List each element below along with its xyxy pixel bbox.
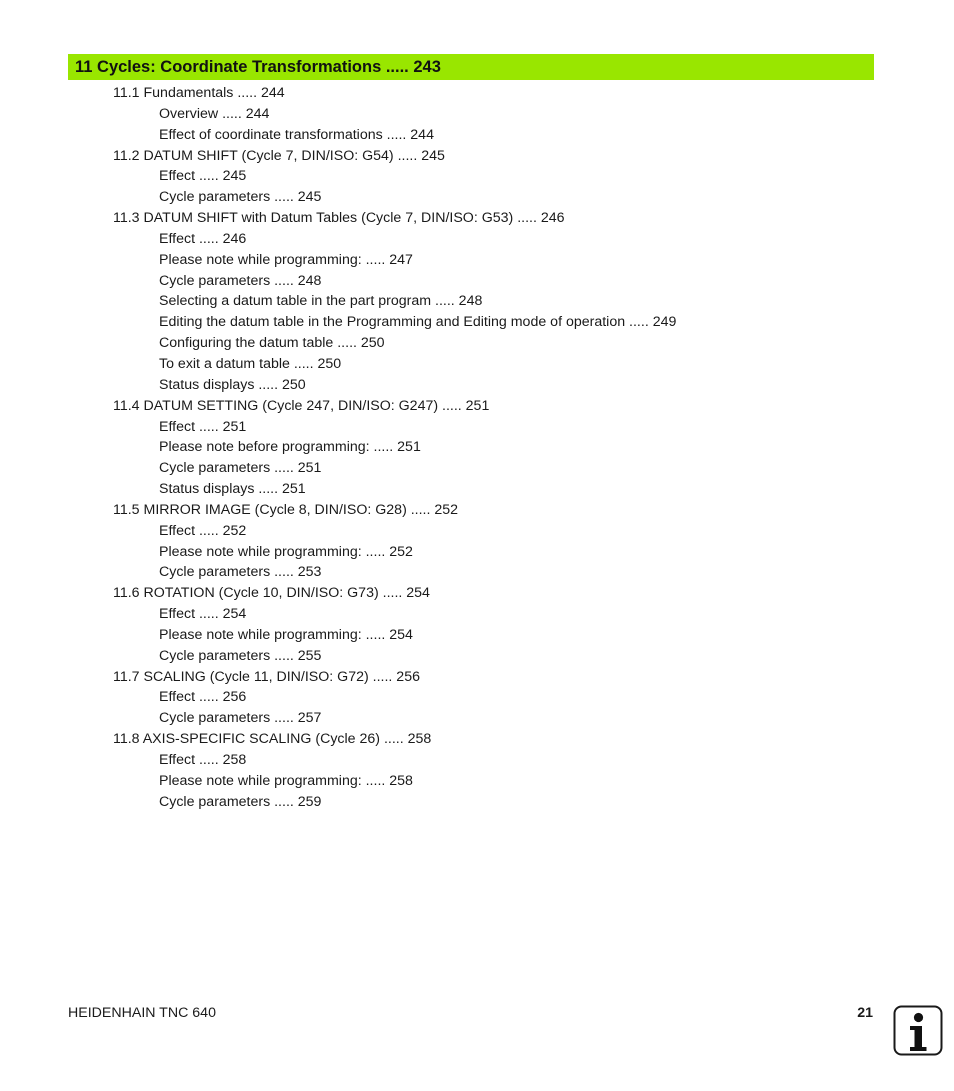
toc-subsection-entry[interactable]: Cycle parameters ..... 245 bbox=[159, 189, 322, 206]
toc-subsection-entry[interactable]: Effect ..... 246 bbox=[159, 230, 247, 247]
toc-section-entry[interactable]: 11.8 AXIS-SPECIFIC SCALING (Cycle 26) ..... 258 bbox=[113, 731, 432, 748]
toc-subsection-entry[interactable]: Cycle parameters ..... 255 bbox=[159, 647, 322, 664]
toc-section-entry[interactable]: 11.6 ROTATION (Cycle 10, DIN/ISO: G73) ..... 254 bbox=[113, 585, 430, 602]
toc-section-entry[interactable]: 11.4 DATUM SETTING (Cycle 247, DIN/ISO: G247) ..... 251 bbox=[113, 397, 490, 414]
toc-section-entry[interactable]: 11.7 SCALING (Cycle 11, DIN/ISO: G72) ..... 256 bbox=[113, 668, 420, 685]
toc-subsection-entry[interactable]: Please note while programming: ..... 252 bbox=[159, 543, 413, 560]
toc-subsection-entry[interactable]: Editing the datum table in the Programming and Editing mode of operation ..... 249 bbox=[159, 314, 677, 331]
toc-subsection-entry[interactable]: Configuring the datum table ..... 250 bbox=[159, 335, 385, 352]
chapter-title[interactable]: 11 Cycles: Coordinate Transformations ..... 243 bbox=[75, 58, 441, 76]
toc-subsection-entry[interactable]: Effect ..... 251 bbox=[159, 418, 247, 435]
toc-section-entry[interactable]: 11.1 Fundamentals ..... 244 bbox=[113, 85, 285, 101]
toc-subsection-entry[interactable]: Selecting a datum table in the part program ..... 248 bbox=[159, 293, 483, 310]
toc-subsection-entry[interactable]: Please note while programming: ..... 258 bbox=[159, 772, 413, 789]
toc-subsection-entry[interactable]: Effect ..... 258 bbox=[159, 752, 247, 768]
toc-subsection-entry[interactable]: Overview ..... 244 bbox=[159, 105, 270, 122]
toc-subsection-entry[interactable]: Please note before programming: ..... 251 bbox=[159, 439, 421, 456]
footer-title: HEIDENHAIN TNC 640 bbox=[68, 1005, 216, 1021]
toc-subsection-entry[interactable]: Cycle parameters ..... 251 bbox=[159, 460, 322, 477]
toc-subsection-entry[interactable]: To exit a datum table ..... 250 bbox=[159, 355, 342, 372]
toc-subsection-entry[interactable]: Effect ..... 254 bbox=[159, 606, 247, 623]
page-number: 21 bbox=[857, 1005, 873, 1021]
toc-subsection-entry[interactable]: Cycle parameters ..... 257 bbox=[159, 710, 322, 727]
toc-subsection-entry[interactable]: Effect ..... 256 bbox=[159, 689, 247, 706]
chapter-heading-bar bbox=[68, 54, 874, 80]
toc-subsection-entry[interactable]: Cycle parameters ..... 248 bbox=[159, 272, 322, 289]
toc-subsection-entry[interactable]: Please note while programming: ..... 247 bbox=[159, 251, 413, 268]
toc-subsection-entry[interactable]: Effect ..... 245 bbox=[159, 168, 247, 185]
toc-subsection-entry[interactable]: Cycle parameters ..... 253 bbox=[159, 564, 322, 581]
toc-subsection-entry[interactable]: Effect ..... 252 bbox=[159, 522, 247, 539]
toc-subsection-entry[interactable]: Cycle parameters ..... 259 bbox=[159, 793, 322, 810]
info-icon bbox=[893, 1005, 943, 1056]
toc-subsection-entry[interactable]: Status displays ..... 251 bbox=[159, 481, 306, 498]
toc-section-entry[interactable]: 11.3 DATUM SHIFT with Datum Tables (Cycle 7, DIN/ISO: G53) ..... 246 bbox=[113, 210, 565, 227]
table-of-contents bbox=[0, 83, 954, 813]
toc-section-entry[interactable]: 11.2 DATUM SHIFT (Cycle 7, DIN/ISO: G54) ..... 245 bbox=[113, 147, 445, 164]
toc-subsection-entry[interactable]: Effect of coordinate transformations ..... 244 bbox=[159, 126, 434, 143]
toc-subsection-entry[interactable]: Status displays ..... 250 bbox=[159, 376, 306, 393]
toc-subsection-entry[interactable]: Please note while programming: ..... 254 bbox=[159, 626, 413, 643]
toc-section-entry[interactable]: 11.5 MIRROR IMAGE (Cycle 8, DIN/ISO: G28) ..... 252 bbox=[113, 501, 459, 518]
